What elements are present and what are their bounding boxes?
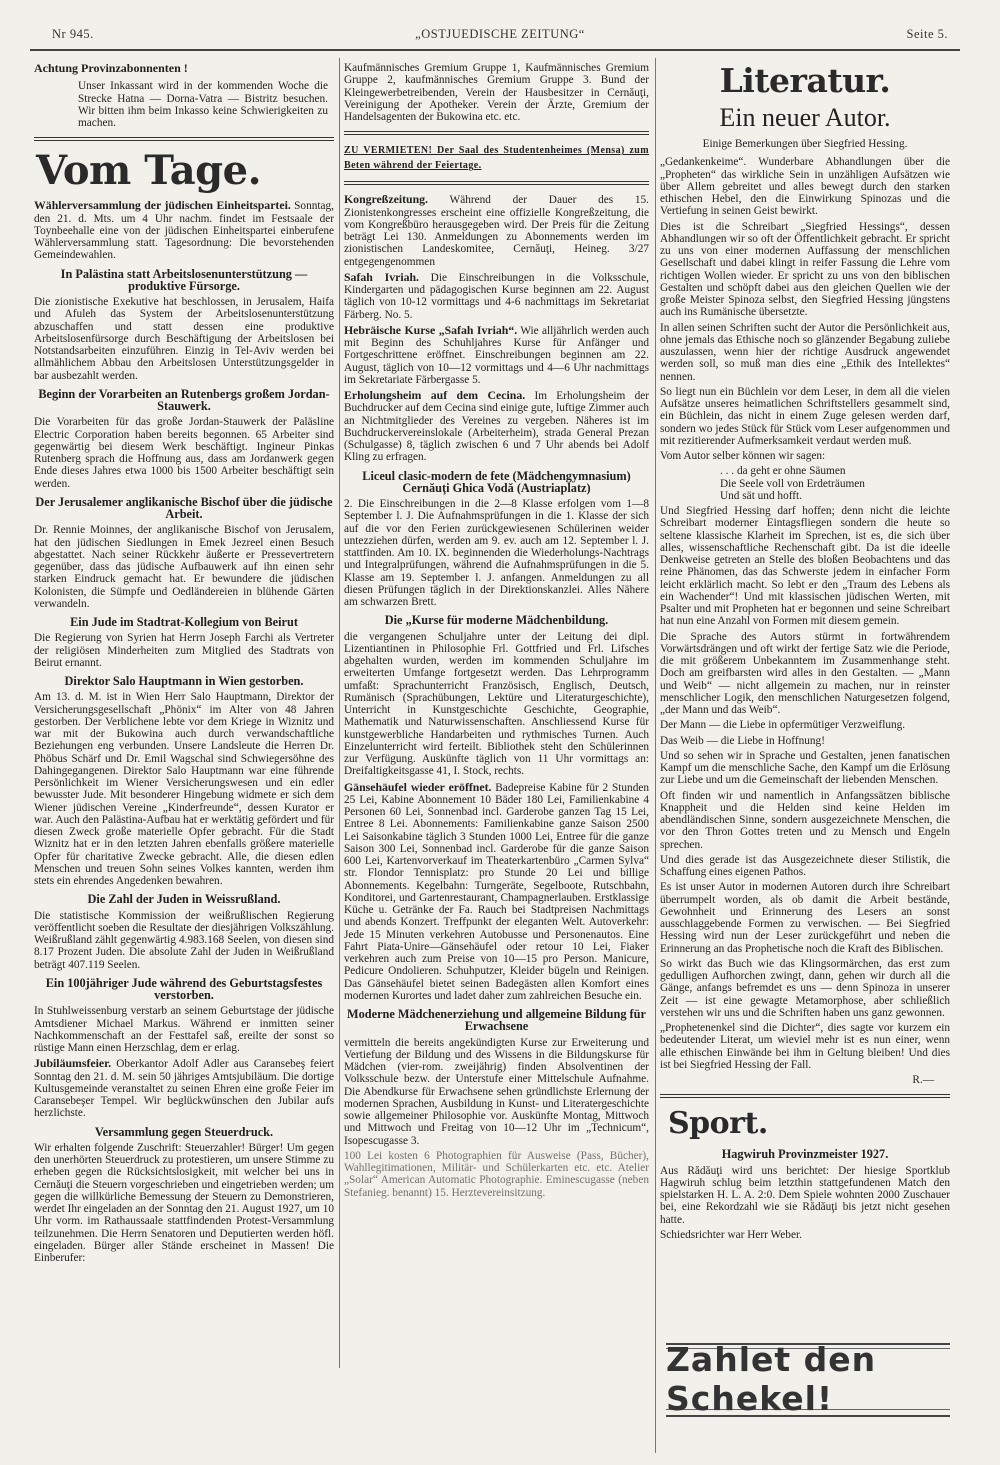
separator [34,137,334,141]
article-body: Im Erholungsheim der Buchdrucker auf dem Cecina sind einige gute, luftige Zimmer auch an Nichtmitglieder des Vereines zu vergeben. Näheres ist im Buchdruckervereinslokale (Arbeiterheim), strada General Prezan (Schulgasse) 8, täglich zwischen 6 und 7 Uhr abends bei Adolf Kling zu erfragen. [344,390,649,464]
article-body: Wie alljährlich werden auch mit Beginn des Schuhljahres Kurse für Anfänger und Fortgeschrittene eröffnet. Einschreibungen beginnen am 22. August, täglich von 10—12 vormittags und 4—6 Uhr nachmittags im Sekretariate Färbergasse 5. [344,324,649,386]
article-body: Die zionistische Exekutive hat beschlossen, in Jerusalem, Haifa und Afuleh das System der Arbeitslosenunterstützung abzuschaffen und statt dessen eine produktive Arbeitslosenfürsorge durch Beschäftigung der Arbeitslosen bei Notstandsarbeiten einzuführen. Einzig in Tel-Aviv werden bei allmählichem Abbau den Arbeitslosen Unterstützungsgelder in bar ausbezahlt werden. [34,296,334,382]
article-paragraph: Vom Autor selber können wir sagen: [660,450,826,462]
article [34,1057,334,1119]
article-paragraph: Es ist unser Autor in modernen Autoren durch ihre Schreibart überrumpelt worden, als ob damit die Arbeit bestände, Gewohnheit und Erinnerung des Lesers an sonst ausschlaggebende Formen zu verwischen. — Bei Siegfried Hessing wird nun der Leser zurückgeführt und neben die Erinnerung an das Prophetische noch die Kraft des Biblischen. [660,881,950,955]
article-title: Wählerversammlung der jüdischen Einheitspartei. [34,198,291,213]
article-body: Wir erhalten folgende Zuschrift: Steuerzahler! Bürger! Um gegen den unerhörten Steuerdruck zu protestieren, um unsere Stimme zu erheben gegen die Rücksichtslosigkeit, mit welcher bei uns in Cernăuţi die Steuern vorgeschrieben und eingetrieben werden; um gegen die willkürliche Bemessung der Steuern zu Demonstrieren, werdet Ihr eingeladen an der Sonntag den 21. August 1927, um 10 Uhr vorm. im Rathaussaale stattfindenden Protest-Versammlung teilzunehmen. Die Herrn Senatoren und Deputierten werden höfl. eingeladen. Bürger aller Stände erscheinet in Massen! Die Einberufer: [34,1141,334,1264]
article [344,324,649,386]
article-body: Oberkantor Adolf Adler aus Caransebeş feiert Sonntag den 21. d. M. sein 50 jähriges Amtsjubiläum. Die dortige Kultusgemeinde veranstaltet zu seinen Ehren eine große Feier im Caransebeşer Tempel. Wir beglückwünschen den Jubilar aufs herzlichste. [34,1058,334,1120]
column-middle [344,62,649,1362]
article-title: Kongreßzeitung. [344,192,429,207]
article-title: Die Zahl der Juden in Weissrußland. [87,892,281,907]
article-title: Der Jerusalemer anglikanische Bischof über die jüdische Arbeit. [35,494,333,521]
separator [344,131,649,135]
article-title: Die „Kurse für moderne Mädchenbildung. [384,613,609,628]
article-paragraph: „Prophetenenkel sind die Dichter“, dies sagte vor kurzem ein bedeutender Literat, um wieviel mehr ist es nun einer, wenn alle ethischen Einwände bei ihm in Geltung bleiben! Und dies ist bei Siegfried Hessing der Fall. [660,1022,950,1071]
header-rule [30,49,960,51]
article-paragraph: Und dies gerade ist das Ausgezeichnete dieser Stilistik, die Schaffung eines eigenen Pathos. [660,853,950,878]
article-paragraph: Das Weib — die Liebe in Hoffnung! [660,734,825,747]
article-body: die vergangenen Schuljahre unter der Leitung dei dipl. Lizentiantinen in Philosophie Frl. Gottfried und Frl. Lifsches abgehalten wurden, werden im kommenden Schuljahre im erweiterten Umfange fortgesetzt werden. Das Lehrprogramm umfaßt: Sprachunterricht Französisch, Englisch, Deutsch, Rumänisch (Sprachübungen, Lektüre und Literaturgeschichte), Unterricht in Kunstgeschichte Geschichte, Geographie, Mathematik und Naturwissenschaften. Anschliessend Kurse für kunstgewerbliche Handarbeiten und rythmisches Turnen. Auch Einzelunterricht wird ferteilt. Bibliothek steht den Schülerinnen zur Verfügung. Auskünfte täglich von 11 Uhr vormittags an: Dreifaltigkeitsgasse 41, I. Stock, rechts. [344,630,649,778]
article-heading: Ein neuer Autor. [719,103,891,132]
article-body: Die Regierung von Syrien hat Herrn Joseph Farchi als Vertreter der religiösen Minderheiten zum Mitglied des Stadtrats von Beirut ernannt. [34,632,334,669]
signature: R.— [912,1074,934,1086]
article-subheading: Einige Bemerkungen über Siegfried Hessing. [702,138,908,150]
column-divider-2 [655,58,656,1453]
article-title: Gänsehäufel wieder eröffnet. [344,779,492,794]
article-body: Sonntag, den 21. d. Mts. um 4 Uhr nachm. findet im Festsaale der Toynbeehalle eine von der jüdischen Einheitspartei einberufene Wählerversammlung statt. Tagesordnung: Die bevorstehenden Gemeindewahlen. [34,200,334,262]
poem-line: Die Seele voll von Erdeträumen [720,477,865,490]
article-paragraph: Die Sprache des Autors stürmt in fortwährendem Vorwärtsdrängen und oft wirkt der fertige Satz wie die Periode, die mit größerem Unbekanntem im Zusammenhange steht. Doch am greifbarsten wird alles in den Gestalten. — „Mann und Weib“ — nicht allgemein zu machen, nur in reinster menschlicher Logik, den menschlichen Naturgesetzen folgend, „der Mann und das Weib“. [660,630,950,716]
notice-body: Unser Inkassant wird in der kommenden Woche die Strecke Hatna — Dorna-Vatra — Bistritz besuchen. Wir bitten ihm beim Inkasso keine Schwierigkeiten zu machen. [78,80,328,129]
section-title-sport: Sport. [668,1106,768,1142]
article-paragraph: Und Siegfried Hessing darf hoffen; denn nicht die leichte Schreibart moderner Eintagsfliegen sondern die heute so seltene klassische Klarheit im Sprechen, ist es, die sich über alles, wissenschaftliche Rechenschaft gibt. Da ist die ideelle Denkweise getreten an Stelle des bloßen Beobachtens und das reine Phänomen, das das Schwerste jedem in einfacher Form leicht erklärlich macht. So lebt er den „Traum des Lebens als ein Wachender“! Und mit klassischen jüdischen Werten, mit Psalter und mit Propheten hat er begonnen und seine Schreibart hat nun eine Anzahl von Formen mit diesem gemein. [660,505,950,628]
article-paragraph: Und so sehen wir in Sprache und Gestalten, jenen fanatischen Kampf um die menschliche Sache, den Kampf um die Erlösung zur Liebe und um die Gemeinschaft der liebenden Menschen. [660,749,950,787]
separator [660,1094,950,1098]
article-body: Badepreise Kabine für 2 Stunden 25 Lei, Kabine Abonnement 10 Bäder 180 Lei, Familienkabine 4 Personen 60 Lei, Sonnenbad incl. Garderobe ganzen Tag 15 Lei, Entree 8 Lei. Abonnements: Familienkabine ganze Saison 2500 Lei Saisonkabine täglich 3 Stunden 1000 Lei, Entree für die ganze Saison 300 Lei, Sonnenbad incl. Garderobe für die ganze Saison 600 Lei, Kartenvorverkauf im Theaterkartenbüro „Carmen Sylva“ str. Flondor Tennisplatz: pro Stunde 20 Lei und billige Abonnements. Kegelbahn: Turngeräte, Segelboote, Rutschbahn, Konditorei, und Gartenrestaurant, Champagnerlauben. Erstklassige Küche u. Getränke der Fa. Rauch bei Stadtpreisen Nachmittags und abends Konzert. Treffpunkt der eleganten Welt. Autoverkehr: Jede 15 Minuten verkehren Autobusse und Personenautos. Eine Fahrt Piata-Unire—Gänsehäufel oder retour 10 Lei, Fiaker verkehren auch zum Preise von 10—15 pro Person. Manicure, Pedicure Ondolieren. Schuhputzer, Kleider bügeln und Reinigen. Das Gänsehäufel bietet seinen Badegästen allen Komfort eines modernen Kurortes und ladet daher zum zahlreichen Besuche ein. [344,781,649,1002]
article-paragraph: So wirkt das Buch wie das Klingsormärchen, das erst zum gedulligen Aufhorchen zwingt, dann, gehen wir durch all die Gänge, anfangs befremdet es uns — denn Spinoza in unserer Zeit — ist eine gewagte Metamorphose, aber schließlich verstehen wir uns und die Schriften haben uns ganz gewonnen. [660,957,950,1019]
article-body: Dr. Rennie Moinnes, der anglikanische Bischof von Jerusalem, hat den jüdischen Siedlungen in Emek Jezreel einen Besuch abgestattet. Nach seiner Rückkehr äußerte er Pressevertretern gegenüber, dass das jüdische Aufbauwerk auf ihn einen sehr starken Eindruck gemacht hat. Er bewundere die jüdischen Kolonisten, die Sümpfe und Oedländereien in blühende Gärten verwandeln. [34,524,334,610]
article-title: Safah Ivriah. [344,269,420,284]
article [344,781,649,1003]
article-title: Erholungsheim auf dem Cecina. [344,388,526,402]
schekel-slogan: Zahlet den Schekel! [666,1340,877,1418]
article-body: Aus Rădăuţi wird uns berichtet: Der hiesige Sportklub Hagwiruh schlug beim letzthin stattgefundenen Match den spielstarken H. L. A. 2:0. Dem Spiele wohnten 2000 Zuschauer bei, eine Rekordzahl wie sie Rădăuţi bis jetzt nicht gesehen hatte. [660,1164,950,1226]
article-body: Schiedsrichter war Herr Weber. [660,1228,802,1241]
article [344,389,649,464]
article [344,271,649,321]
notice-title: Achtung Provinzabonnenten ! [34,62,188,75]
article-body: In Stuhlweissenburg verstarb an seinem Geburtstage der jüdische Amtsdiener Michael Markus. Während er inmitten seiner Nachkommenschaft an der Festtafel saß, ereilte der sonst so rüstige Mann einen Herzschlag, dem er erlag. [34,1005,334,1054]
article-title: Ein Jude im Stadtrat-Kollegium von Beirut [70,615,298,629]
article [344,193,649,268]
newspaper-title: „OSTJUEDISCHE ZEITUNG“ [415,27,585,41]
column-left [34,62,334,1437]
article-title: Ein 100jähriger Jude während des Geburtstagsfestes verstorben. [45,975,323,1002]
separator [344,181,649,185]
column-right [660,62,950,1437]
article-paragraph: Dies ist die Schreibart „Siegfried Hessings“, dessen Abhandlungen wir so oft der Öffentlichkeit gebracht. Er spricht zu uns von einer modernen Auffassung der menschlichen Gesellschaft und dabei klingt in reifer Fassung die Lehre vom richtigen Wollen wieder. Er spricht zu uns von den biblischen Gestalten und schöpft dabei aus den gleichen Quellen wie der große Meister Spinoza selbst, den Siegfried Hessing jüngstens auch ins Rumänische übersetzte. [660,220,950,319]
article-paragraph: „Gedankenkeime“. Wunderbare Abhandlungen über die „Propheten“ das wirkliche Sein in unzähligen Aufsätzen wie über Allem gebreitet und alles bewegt durch den starken ethischen Hebel, den die Einwirkung Spinozas und die Vertiefung in seinen Geist bewirkt. [660,156,950,218]
article-title: Moderne Mädchenerziehung und allgemeine Bildung für Erwachsene [347,1007,646,1034]
poem-line: Und sät und hofft. [720,489,803,502]
section-title-vom-tage: Vom Tage. [36,147,261,195]
vermieten-notice: ZU VERMIETEN! Der Saal des Studentenheimes (Mensa) zum Beten während der Feiertage. [344,145,649,172]
article-body: Die Vorarbeiten für das große Jordan-Stauwerk der Paläsline Electric Corporation haben bereits begonnen. 65 Arbeiter sind gegenwärtig bei diesem Werk beschäftigt. Ingineur Pinkas Rutenberg sprach die Hoffnung aus, dass am Jordanwerk gegen Ende dieses Jahres etwa 1000 bis 1500 Arbeiter beschäftigt sein werden. [34,416,334,490]
article-title: Hagwiruh Provinzmeister 1927. [721,1147,889,1162]
article-paragraph: So liegt nun ein Büchlein vor dem Leser, in dem all die vielen Aufsätze unseres heimatlichen Schriftstellers gesammelt sind, ein Büchlein, das nicht in einem Zuge gelesen werden darf, sondern wo jedes Stück für Stück vom Leser aufgenommen und mit rezitierender Aufmerksamkeit verdaut werden muß. [660,385,950,447]
article-body: Am 13. d. M. ist in Wien Herr Salo Hauptmann, Direktor der Versicherungsgesellschaft „Phönix“ im Alter von 48 Jahren gestorben. Der Verblichene lebte vor dem Kriege in Wiznitz und war mit der Bukowina auch durch verwandschaftliche Beziehungen eng verbunden. Unsere Landsleute die Herren Dr. Phöbus Schärf und Dr. Emil Wagschal sind Schwiegersöhne des Dahingegangenen. Direktor Salo Hauptmann war eine führende Persönlichkeit im Wiener Versicherungswesen und ein edler bewusster Jude. Mit besonderer Hingebung widmete er sich dem Wiener jüdischen Vereine „Kinderfreunde“, dessen Kurator er war. Auch den Palästina-Aufbau hat er werktätig gefördert und für diesen Zweck große materielle Opfer gebracht. Für die Stadt Wiznitz hat er in den letzten Jahren ebenfalls größere materielle Opfer für charitative Zwecke gebracht. Alle, die diesen edlen Menschen und treuen Sohn seines Volkes kannten, werden ihm stets ein ehrendes Angedenken bewahren. [34,691,334,887]
article-title: Hebräische Kurse „Safah Ivriah“. [344,322,518,337]
article-body: vermitteln die bereits angekündigten Kurse zur Erweiterung und Vertiefung der Bildung und des Wissens in die Bildungskurse für Mädchen (vier-rom. zweijährig) finden Absolventinen der Volksschule bezw. der Unterstufe einer Mittelschule Aufnahme. Die Abendkurse für Erwachsene sehen gründlichste Erlernung der modernen Sprachen, Ausbildung in Kunst- und Literatergeschichte sowie allgemeiner Philosophie vor. Auskünfte Montag, Mittwoch und Mittwoch und Freitag von 10—12 Uhr im „Technicum“, Isopescugasse 3. [344,1036,649,1147]
article-title: Liceul clasic-modern de fete (Mädchengymnasium) Cernăuţi Ghica Vodă (Austriaplatz) [362,468,631,495]
article-body: Kaufmännisches Gremium Gruppe 1, Kaufmännisches Gremium Gruppe 2, kaufmännisches Gremium Gruppe 3. Bund der Kleingewerbetreibenden, Verein der Hausbesitzer in Cernăuţi, Vereinigung der Apotheker. Verein der Ärzte, Gremium der Handelsagenten der Bukowina etc. etc. [344,62,649,123]
article-body: Die Einschreibungen in die Volksschule, Kindergarten und pädagogischen Kurse beginnen am 22. August täglich von 10-12 vormittags und 4-6 nachmittags im Sekretariat Färberg. No. 5. [344,271,649,321]
article-body: Während der Dauer des 15. Zionistenkongresses erscheint eine offizielle Kongreßzeitung, die vom Kongreßbüro herausgegeben wird. Der Preis für die Zeitung beträgt Lei 130. Anmeldungen zu Abonnements werden im zionistischen Landeskomitee, Cernăuţi, Heineg. 3/27 entgegengenommen [344,194,649,268]
article-title: Direktor Salo Hauptmann in Wien gestorben. [64,674,304,688]
article-paragraph: In allen seinen Schriften sucht der Autor die Persönlichkeit aus, ohne jemals das Ethische noch so glänzender Begabung zuliebe auszulassen, wenn hier der richtige Ausdruck angewendet werden soll, so muß man dies eine „Ethik des Intellektes“ nennen. [660,321,950,383]
article-body: Die statistische Kommission der weißrußlischen Regierung veröffentlicht soeben die Resultate der diesjährigen Volkszählung. Weißrußland zählt gegenwärtig 4.983.168 Seelen, von diesen sind 8.17 Prozent Juden. Die absolute Zahl der Juden in Weißrußland beträgt 407.119 Seelen. [34,909,334,971]
article-title: Jubiläumsfeier. [34,1056,112,1071]
article-title: Versammlung gegen Steuerdruck. [94,1124,274,1139]
faded-advertisement: 100 Lei kosten 6 Photographien für Ausweise (Pass, Bücher), Wahllegitimationen, Militär- und Schülerkarten etc. etc. Atelier „Solar“ American Automatic Photographie. Eminescugasse (neben Stefanieg. benannt) 15. Herztevereinsitzung. [344,1149,649,1199]
article-title: In Palästina statt Arbeitslosenunterstützung — produktive Fürsorge. [60,266,308,293]
schekel-advertisement [666,1340,950,1418]
article-title: Beginn der Vorarbeiten an Rutenbergs großem Jordan-Stauwerk. [38,386,330,413]
issue-number: Nr 945. [52,27,94,41]
poem-quote [660,465,950,502]
poem-line: . . . da geht er ohne Säumen [720,465,846,478]
page-number: Seite 5. [906,27,948,41]
article-paragraph: Oft finden wir und namentlich in Anfangssätzen biblische Knappheit und die Helden sind keine Helden im abendländischen Sinne, sondern ausgezeichnete Menschen, die vor den Thron Gottes treten und zu Mensch und Engeln sprechen. [660,789,950,851]
article-body: 2. Die Einschreibungen in die 2—8 Klasse erfolgen vom 1—8 September l. J. Die Aufnahmsprüfungen in die 1. Klasse der sich auf die vor den Ferien zurückgewiesenen Schülerinen weider untezziehen dürfen, werden am 9. ev. auch am 12. September l. J. stattfinden. Am 10. IX. beginnenden die Wiederholungs-Nachtrags und Integralprüfungen, während die Aufnahmsprüfungen in die 5. Klasse am 19. September l. J. anfangen. Anmeldungen zu all diesen Prüfungen täglich in der Direktionskanzlei. Alles Nähere am schwarzen Brett. [344,498,649,608]
column-divider-1 [339,58,340,1368]
section-title-literatur: Literatur. [719,62,891,100]
article [34,199,334,261]
article-paragraph: Der Mann — die Liebe in opfermütiger Verzweiflung. [660,719,906,732]
